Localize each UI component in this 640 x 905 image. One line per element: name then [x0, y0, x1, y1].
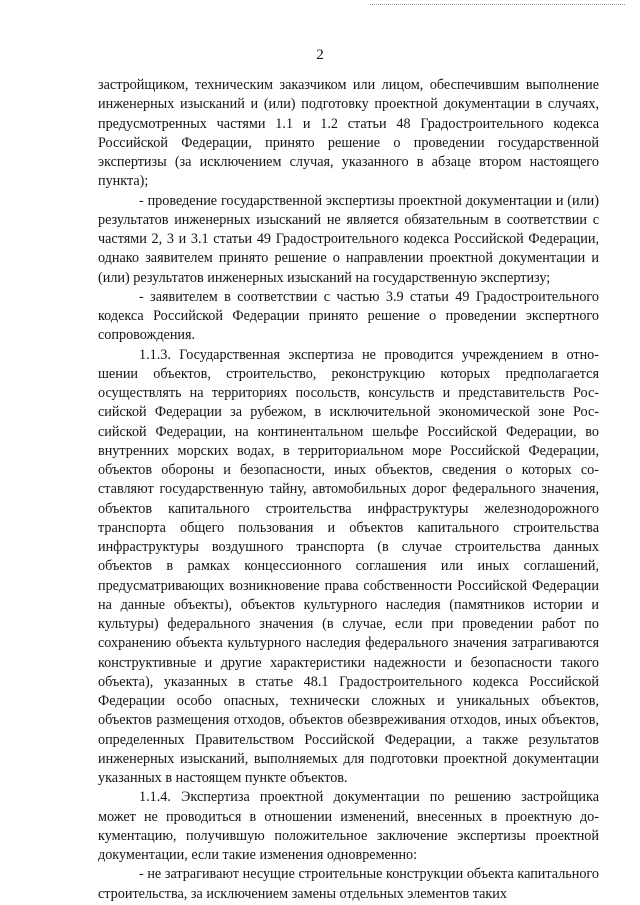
page-number: 2: [316, 47, 324, 63]
paragraph-list-item: - проведение государственной экспертизы проектной документации и (или) результатов инженерных изысканий не является обязательным в соответствии с частями 2, 3 и 3.1 статьи 49 Градостроительного кодекса Российской Федерации, однако заявителем принято решение о направлении проектной документации и (или) результатов инженерных изысканий на государственную экспертизу;: [98, 192, 599, 286]
paragraph-clause-1-1-4: 1.1.4. Экспертиза проектной документации по решению застройщика может не проводиться в отношении изменений, внесенных в проектную документацию, получившую положительное заключение экспертизы проектной документации, если такие изменения одновременно:: [98, 789, 599, 863]
paragraph-clause-1-1-3: 1.1.3. Государственная экспертиза не проводится учреждением в отношении объектов, строительство, реконструкцию которых предполагается осуществлять на территориях посольств, консульств и представительств Российской Федерации за рубежом, в исключительной экономической зоне Российской Федерации, на континентальном шельфе Российской Федерации, во внутренних морских водах, в территориальном море Российской Федерации, объектов обороны и безопасности, иных объектов, сведения о которых составляют государственную тайну, автомобильных дорог федерального значения, объектов капитального строительства инфраструктуры железнодорожного транспорта общего пользования и объектов капитального строительства инфраструктуры воздушного транспорта (в случае строительства данных объектов в рамках концессионного соглашения или иных соглашений, предусматривающих возникновение права собственности Российской Федерации на данные объекты), объектов культурного наследия (памятников истории и культуры) федерального значения (в случае, если при проведении работ по сохранению объекта культурного наследия федерального значения затрагиваются конструктивные и другие характеристики надежности и безопасности такого объекта), указанных в статье 48.1 Градостроительного кодекса Российской Федерации особо опасных, технически сложных и уникальных объектов, объектов размещения отходов, объектов обезвреживания отходов, иных объектов, определенных Правительством Российской Федерации, а также результатов инженерных изысканий, выполняемых для подготовки проектной документации указанных в настоящем пункте объектов.: [98, 346, 599, 786]
document-body: [98, 76, 599, 904]
scan-edge-mark: [370, 4, 625, 5]
paragraph-list-item: - не затрагивают несущие строительные конструкции объекта капитального строительства, за исключением замены отдельных элементов таких: [98, 866, 599, 902]
paragraph-list-item: - заявителем в соответствии с частью 3.9 статьи 49 Градостроительного кодекса Российской Федерации принято решение о проведении экспертного сопровождения.: [98, 288, 599, 344]
paragraph-continuation: застройщиком, техническим заказчиком или лицом, обеспечившим выполнение инженерных изысканий и (или) подготовку проектной документации в случаях, предусмотренных частями 1.1 и 1.2 статьи 48 Градостроительного кодекса Российской Федерации, принято решение о проведении государственной экспертизы (за исключением случая, указанного в абзаце втором настоящего пункта);: [98, 77, 599, 190]
